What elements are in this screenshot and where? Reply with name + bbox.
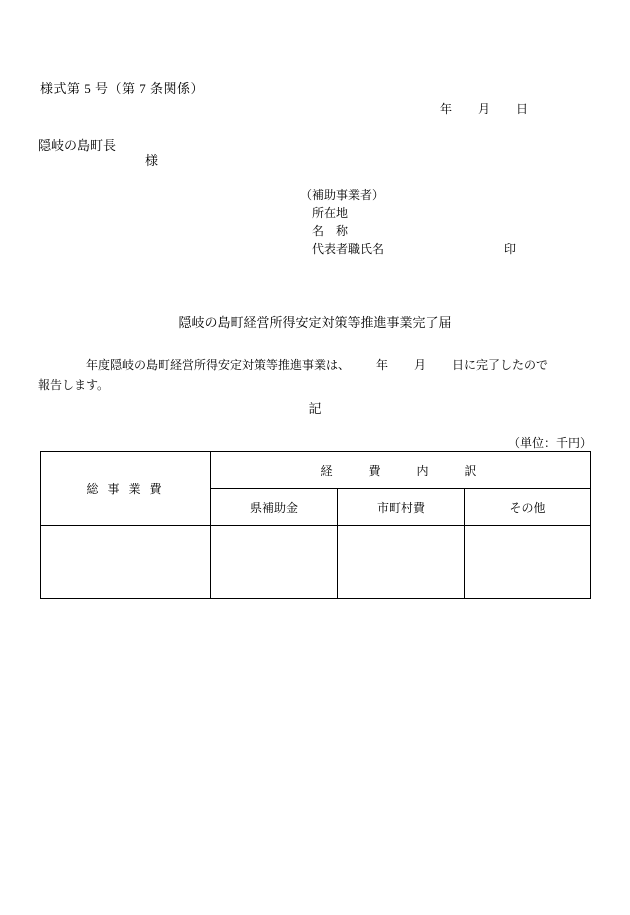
applicant-name-label: 名 称 bbox=[312, 224, 349, 238]
addressee: 隠岐の島町長 bbox=[38, 138, 117, 153]
value-prefectural-subsidy[interactable] bbox=[211, 526, 338, 599]
form-number: 様式第 5 号（第 7 条関係） bbox=[40, 81, 205, 96]
applicant-address-label: 所在地 bbox=[312, 206, 349, 220]
date-month-label: 月 bbox=[478, 102, 491, 116]
seal-label: 印 bbox=[504, 242, 517, 256]
body-closing: 報告します。 bbox=[38, 378, 110, 392]
subheader-other: その他 bbox=[465, 489, 591, 526]
expense-breakdown-header: 経 費 内 訳 bbox=[211, 452, 591, 489]
date-line-top bbox=[440, 100, 528, 117]
applicant-heading: （補助事業者） bbox=[300, 188, 385, 202]
ki-mark: 記 bbox=[308, 401, 322, 416]
body-paragraph bbox=[38, 355, 594, 395]
applicant-representative-row bbox=[300, 240, 516, 258]
applicant-block bbox=[300, 186, 516, 258]
subheader-municipal-cost: 市町村費 bbox=[338, 489, 465, 526]
table-row bbox=[41, 452, 591, 489]
date-day-label: 日 bbox=[516, 102, 529, 116]
body-lead: 年度隠岐の島町経営所得安定対策等推進事業は、 bbox=[86, 358, 351, 372]
subheader-prefectural-subsidy: 県補助金 bbox=[211, 489, 338, 526]
expense-table-wrapper bbox=[40, 451, 590, 599]
page-title: 隠岐の島町経営所得安定対策等推進事業完了届 bbox=[178, 315, 452, 330]
total-expense-header: 総 事 業 費 bbox=[41, 452, 211, 526]
value-total-expense[interactable] bbox=[41, 526, 211, 599]
applicant-representative-label: 代表者職氏名 bbox=[312, 242, 385, 256]
table-row bbox=[41, 526, 591, 599]
date-year-label: 年 bbox=[440, 102, 453, 116]
body-day-completed: 日に完了したので bbox=[452, 358, 549, 372]
expense-table bbox=[40, 451, 591, 599]
addressee-honorific: 様 bbox=[145, 153, 159, 168]
unit-note: （単位：千円） bbox=[507, 436, 592, 450]
body-year-label: 年 bbox=[376, 358, 389, 372]
body-month-label: 月 bbox=[414, 358, 427, 372]
value-other[interactable] bbox=[465, 526, 591, 599]
value-municipal-cost[interactable] bbox=[338, 526, 465, 599]
